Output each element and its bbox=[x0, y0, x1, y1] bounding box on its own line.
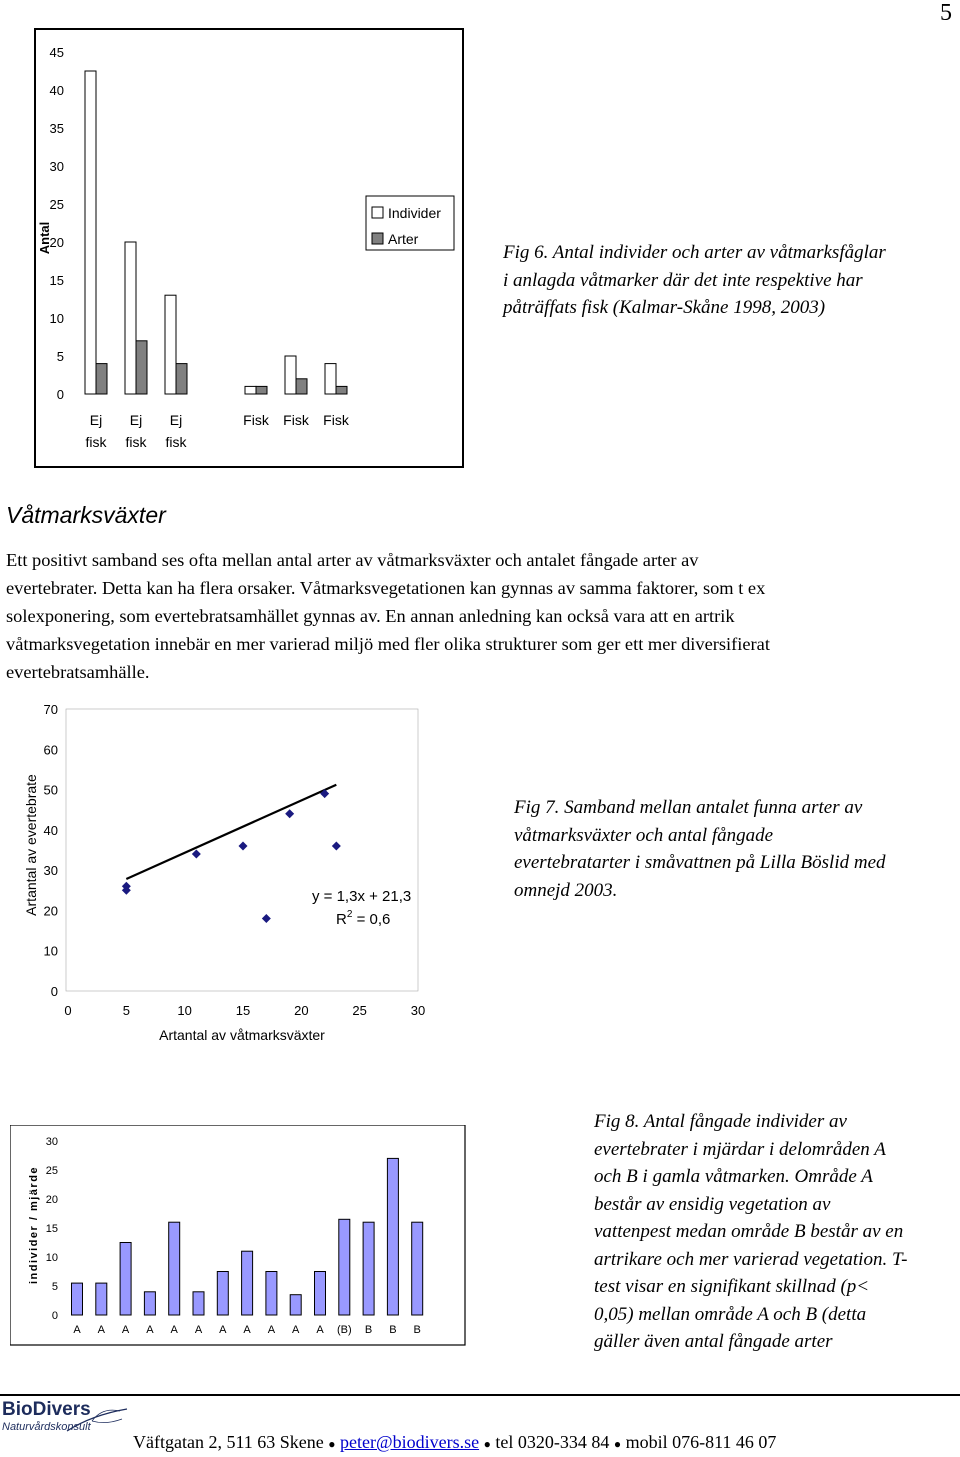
bar-individer bbox=[285, 356, 296, 394]
figure8-ylabel: individer / mjärde bbox=[28, 1165, 40, 1285]
caption-line: 0,05) mellan område A och B (detta bbox=[594, 1303, 867, 1325]
bar bbox=[290, 1295, 301, 1315]
legend-label-individer: Individer bbox=[388, 205, 441, 221]
bar bbox=[120, 1243, 131, 1316]
x-tick-label: 30 bbox=[410, 1003, 426, 1018]
caption-line: påträffats fisk (Kalmar-Skåne 1998, 2003) bbox=[503, 297, 826, 318]
bar-arter bbox=[256, 386, 267, 394]
footer-contact bbox=[133, 1432, 776, 1453]
category-label: B bbox=[413, 1324, 421, 1336]
figure7-chart bbox=[10, 695, 440, 1050]
y-tick-label: 0 bbox=[51, 1310, 58, 1322]
caption-line: våtmarksväxter och antal fångade bbox=[514, 824, 774, 846]
figure7-r2: $R^2 = 0,6$ bbox=[336, 909, 391, 928]
category-label: A bbox=[170, 1324, 178, 1336]
bar bbox=[217, 1272, 228, 1316]
bar bbox=[193, 1292, 204, 1315]
y-tick-label: 70 bbox=[43, 702, 58, 717]
bar-individer bbox=[245, 386, 256, 394]
category-label: A bbox=[121, 1324, 130, 1336]
paragraph-line: evertebrater. Detta kan ha flera orsaker. Våtmarksvegetationen kan gynnas av samma faktorer, som t ex bbox=[6, 578, 766, 598]
category-label: Ej bbox=[89, 412, 103, 428]
figure8-caption bbox=[594, 1108, 954, 1356]
caption-line: Fig 6. Antal individer och arter av våtmarksfåglar bbox=[503, 242, 886, 263]
category-label: Ej bbox=[169, 412, 183, 428]
caption-line: evertebratarter i småvattnen på Lilla Böslid med bbox=[514, 852, 886, 873]
footer-rule bbox=[0, 1394, 960, 1396]
y-tick-label: 5 bbox=[51, 1281, 58, 1293]
figure7-ylabel: Artantal av evertebrate bbox=[23, 774, 39, 916]
y-tick-label: 60 bbox=[43, 742, 58, 758]
bar bbox=[387, 1158, 398, 1315]
paragraph-line: Ett positivt samband ses ofta mellan antal arter av våtmarksväxter och antalet fångade arter av bbox=[6, 550, 699, 570]
footer-phone: tel 0320-334 84 bbox=[495, 1432, 610, 1452]
category-label: A bbox=[194, 1324, 203, 1336]
figure7-trendline bbox=[126, 785, 336, 879]
scatter-point bbox=[262, 914, 271, 923]
footer-logo bbox=[2, 1399, 128, 1445]
legend-label-arter: Arter bbox=[388, 231, 419, 247]
y-tick-label: 35 bbox=[49, 121, 64, 136]
bar bbox=[266, 1272, 277, 1316]
bar-individer bbox=[125, 242, 136, 394]
paragraph-line: evertebratsamhälle. bbox=[6, 662, 150, 682]
y-tick-label: 45 bbox=[49, 45, 64, 60]
y-tick-label: 30 bbox=[45, 1136, 58, 1148]
caption-line: omnejd 2003. bbox=[514, 879, 618, 901]
figure6-ylabel: Antal bbox=[37, 221, 52, 255]
scatter-point bbox=[192, 850, 201, 859]
caption-line: gäller även antal fångade arter bbox=[594, 1331, 833, 1352]
category-label: A bbox=[73, 1324, 81, 1336]
category-label: A bbox=[267, 1324, 276, 1336]
bar-arter bbox=[176, 364, 187, 394]
category-label: A bbox=[243, 1324, 251, 1336]
legend-swatch-individer bbox=[372, 207, 383, 218]
category-label: A bbox=[97, 1324, 105, 1336]
y-tick-label: 10 bbox=[49, 311, 64, 326]
y-tick-label: 25 bbox=[45, 1165, 58, 1177]
figure7-equation: y = 1,3x + 21,3 bbox=[312, 888, 412, 905]
caption-line: Fig 7. Samband mellan antalet funna arter av bbox=[514, 797, 863, 818]
bar bbox=[96, 1283, 107, 1315]
footer-bullet: ● bbox=[613, 1437, 622, 1451]
scatter-point bbox=[332, 841, 341, 850]
page-number: 5 bbox=[940, 0, 952, 26]
caption-line: test visar en signifikant skillnad (p< bbox=[594, 1276, 870, 1297]
category-label: A bbox=[316, 1324, 324, 1336]
caption-line: evertebrater i mjärdar i delområden A bbox=[594, 1138, 886, 1160]
bar bbox=[144, 1292, 155, 1315]
y-tick-label: 30 bbox=[43, 863, 58, 879]
bar bbox=[363, 1222, 374, 1315]
y-tick-label: 10 bbox=[43, 943, 58, 959]
category-label: A bbox=[219, 1324, 227, 1336]
bar bbox=[169, 1222, 180, 1315]
bar-arter bbox=[96, 364, 107, 394]
figure7-xlabel: Artantal av våtmarksväxter bbox=[159, 1027, 325, 1043]
x-tick-label: 5 bbox=[122, 1003, 130, 1018]
bar-arter bbox=[136, 341, 147, 394]
bar-arter bbox=[296, 379, 307, 394]
y-tick-label: 40 bbox=[49, 83, 64, 98]
figure7-caption bbox=[514, 794, 954, 904]
category-label: Fisk bbox=[283, 412, 309, 428]
category-label: (B) bbox=[336, 1324, 352, 1336]
bar bbox=[339, 1219, 350, 1315]
logo-text: BioDivers bbox=[2, 1399, 91, 1420]
x-tick-label: 25 bbox=[352, 1003, 367, 1018]
figure6-caption bbox=[503, 239, 943, 322]
bar bbox=[242, 1251, 253, 1315]
y-tick-label: 0 bbox=[56, 387, 64, 402]
y-tick-label: 0 bbox=[50, 984, 58, 999]
y-tick-label: 15 bbox=[49, 273, 64, 288]
footer-email-link[interactable]: peter@biodivers.se bbox=[340, 1432, 480, 1452]
paragraph-line: solexponering, som evertebratsamhället gynnas av. En annan anledning kan också vara att en artrik bbox=[6, 606, 735, 626]
figure6-chart bbox=[34, 28, 464, 468]
y-tick-label: 40 bbox=[43, 822, 58, 838]
bar bbox=[412, 1222, 423, 1315]
bar-individer bbox=[165, 295, 176, 394]
footer-bullet: ● bbox=[483, 1437, 491, 1451]
bar-individer bbox=[85, 71, 96, 394]
caption-line: vattenpest medan område B består av en bbox=[594, 1221, 904, 1242]
logo-subtext: Naturvårdskonsult bbox=[2, 1421, 91, 1433]
caption-line: i anlagda våtmarker där det inte respektive har bbox=[503, 269, 863, 291]
category-label: B bbox=[389, 1324, 397, 1336]
figure6-legend bbox=[366, 196, 454, 250]
category-label: B bbox=[364, 1324, 373, 1336]
caption-line: och B i gamla våtmarken. Område A bbox=[594, 1166, 873, 1187]
category-label: Fisk bbox=[323, 412, 349, 428]
paragraph-line: våtmarksvegetation innebär en mer varierad miljö med fler olika strukturer som ger ett mer diversifierat bbox=[6, 634, 770, 654]
bar bbox=[72, 1283, 83, 1315]
dragonfly-icon bbox=[62, 1405, 132, 1437]
x-tick-label: 15 bbox=[235, 1003, 251, 1018]
x-tick-label: 0 bbox=[64, 1003, 72, 1018]
scatter-point bbox=[285, 809, 294, 818]
footer-bullet: ● bbox=[328, 1437, 336, 1451]
x-tick-label: 10 bbox=[177, 1003, 192, 1018]
scatter-point bbox=[239, 841, 248, 850]
y-tick-label: 20 bbox=[49, 235, 64, 250]
figure7-plot-area bbox=[66, 709, 418, 991]
y-tick-label: 5 bbox=[56, 349, 64, 364]
caption-line: består av ensidig vegetation av bbox=[594, 1193, 831, 1215]
legend-swatch-arter bbox=[372, 233, 383, 244]
bar bbox=[315, 1272, 326, 1316]
category-label: fisk bbox=[125, 434, 147, 450]
section-paragraph bbox=[6, 546, 951, 686]
category-label: A bbox=[146, 1324, 154, 1336]
y-tick-label: 10 bbox=[45, 1252, 58, 1264]
y-tick-label: 15 bbox=[45, 1223, 58, 1235]
y-tick-label: 50 bbox=[43, 782, 58, 798]
category-label: fisk bbox=[85, 434, 107, 450]
caption-line: artrikare och mer varierad vegetation. T- bbox=[594, 1248, 908, 1270]
category-label: A bbox=[292, 1324, 300, 1336]
footer-address: Väftgatan 2, 511 63 Skene bbox=[133, 1432, 324, 1452]
category-label: Fisk bbox=[243, 412, 269, 428]
category-label: fisk bbox=[165, 434, 187, 450]
y-tick-label: 25 bbox=[49, 197, 64, 212]
y-tick-label: 30 bbox=[49, 159, 64, 174]
footer-mobile: mobil 076-811 46 07 bbox=[625, 1432, 777, 1452]
bar-arter bbox=[336, 386, 347, 394]
x-tick-label: 20 bbox=[294, 1003, 309, 1018]
y-tick-label: 20 bbox=[43, 903, 58, 919]
category-label: Ej bbox=[129, 412, 143, 428]
caption-line: Fig 8. Antal fångade individer av bbox=[594, 1111, 847, 1132]
bar-individer bbox=[325, 364, 336, 394]
y-tick-label: 20 bbox=[45, 1194, 58, 1206]
section-heading: Våtmarksväxter bbox=[6, 502, 166, 528]
figure8-chart bbox=[10, 1125, 470, 1350]
